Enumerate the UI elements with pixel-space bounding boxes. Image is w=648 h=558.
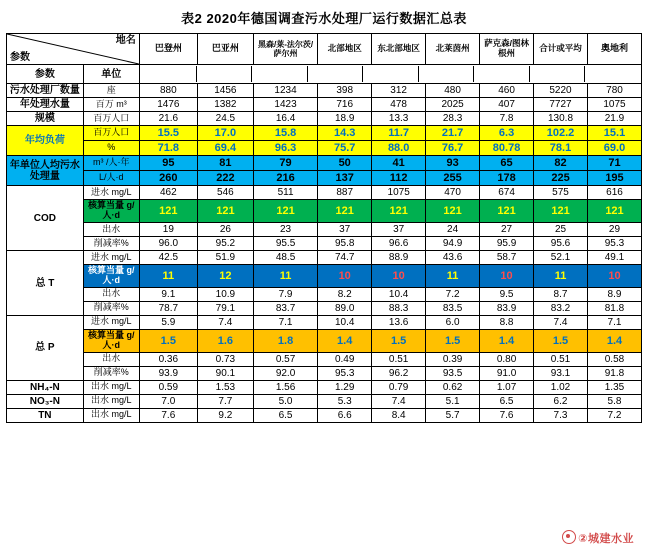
cell: 7.2 [587, 408, 641, 422]
table-row [7, 171, 642, 186]
row-unit-no3n: 出水 mg/L [83, 394, 139, 408]
cell: 6.6 [318, 408, 372, 422]
cell: 1075 [372, 186, 426, 200]
cell: 260 [139, 171, 197, 186]
cell: 74.7 [318, 251, 372, 265]
header-corner-bottom: 参数 [10, 52, 30, 63]
cell: 71 [587, 156, 641, 171]
header-corner-cell [7, 34, 140, 65]
cell: 222 [197, 171, 253, 186]
cell: 8.8 [480, 315, 534, 329]
cell: 6.5 [480, 394, 534, 408]
cell: 14.3 [318, 126, 372, 141]
cell: 43.6 [426, 251, 480, 265]
cell: 0.49 [318, 352, 372, 366]
cell: 6.2 [534, 394, 588, 408]
header-region-2: 黑森/莱-法尔茨/萨尔州 [253, 34, 317, 65]
cell: 93.9 [139, 366, 197, 380]
cell: 5.8 [587, 394, 641, 408]
cell: 21.6 [139, 112, 197, 126]
sub-label: 核算当量 g/人·d [83, 329, 139, 352]
cell: 7727 [534, 98, 588, 112]
header-region-1: 巴亚州 [197, 34, 253, 65]
cell: 10 [318, 265, 372, 288]
cell: 42.5 [139, 251, 197, 265]
cell: 28.3 [426, 112, 480, 126]
cell: 1.6 [197, 329, 253, 352]
cell: 1.5 [426, 329, 480, 352]
cell: 0.59 [139, 380, 197, 394]
table-row [7, 408, 642, 422]
row-label-annual-load: 年均负荷 [7, 126, 84, 156]
cell: 121 [587, 200, 641, 223]
cell: 130.8 [534, 112, 588, 126]
cell: 91.0 [480, 366, 534, 380]
circle-dot-icon [562, 530, 576, 544]
cell: 1.07 [480, 380, 534, 394]
cell: 11.7 [372, 126, 426, 141]
cell: 78.7 [139, 301, 197, 315]
cell: 112 [372, 171, 426, 186]
cell: 75.7 [318, 141, 372, 156]
sub-label: 进水 mg/L [83, 251, 139, 265]
row-label-scale: 规模 [7, 112, 84, 126]
cell: 1.35 [587, 380, 641, 394]
cell: 0.36 [139, 352, 197, 366]
row-unit-tn: 出水 mg/L [83, 408, 139, 422]
table-row [7, 200, 642, 223]
cell: 478 [372, 98, 426, 112]
cell: 0.73 [197, 352, 253, 366]
sub-label: 削减率% [83, 301, 139, 315]
cell: 0.80 [480, 352, 534, 366]
cell: 11 [253, 265, 317, 288]
cell: 78.1 [534, 141, 588, 156]
cell: 0.62 [426, 380, 480, 394]
cell: 0.58 [587, 352, 641, 366]
sub-label: 核算当量 g/人·d [83, 200, 139, 223]
cell: 12 [197, 265, 253, 288]
cell: 80.78 [480, 141, 534, 156]
cell: 1382 [197, 98, 253, 112]
sub-label: 进水 mg/L [83, 186, 139, 200]
row-label-per-capita: 年单位人均污水处理量 [7, 156, 84, 186]
cell: 7.4 [372, 394, 426, 408]
cell: 1.29 [318, 380, 372, 394]
cell: 49.1 [587, 251, 641, 265]
cell: 575 [534, 186, 588, 200]
cell: 1476 [139, 98, 197, 112]
row-unit-annual-load-pct: % [83, 141, 139, 156]
cell: 27 [480, 223, 534, 237]
sub-label: 出水 [83, 287, 139, 301]
cell: 0.51 [372, 352, 426, 366]
cell: 1234 [253, 84, 317, 98]
cell: 88.0 [372, 141, 426, 156]
cell: 83.7 [253, 301, 317, 315]
cell: 11 [139, 265, 197, 288]
header-region-0: 巴登州 [139, 34, 197, 65]
header-corner-top: 地名 [115, 35, 136, 46]
cell: 5.9 [139, 315, 197, 329]
watermark-text: ②城建水业 [578, 533, 634, 545]
table-row [7, 329, 642, 352]
row-label-no3n: NO₃-N [7, 394, 84, 408]
cell: 137 [318, 171, 372, 186]
cell: 95.3 [318, 366, 372, 380]
cell: 94.9 [426, 237, 480, 251]
cell: 13.3 [372, 112, 426, 126]
cell: 6.3 [480, 126, 534, 141]
cell: 460 [480, 84, 534, 98]
header-unit-label: 单位 [83, 65, 139, 84]
table-row [7, 98, 642, 112]
cell: 6.0 [426, 315, 480, 329]
cell: 7.8 [480, 112, 534, 126]
cell: 93.1 [534, 366, 588, 380]
cell: 37 [372, 223, 426, 237]
table-row [7, 141, 642, 156]
header-region-8: 奥地利 [587, 34, 641, 65]
cell: 7.2 [426, 287, 480, 301]
cell: 5.7 [426, 408, 480, 422]
table-header-row [7, 34, 642, 65]
header-region-4: 东北部地区 [372, 34, 426, 65]
cell: 780 [587, 84, 641, 98]
sub-label: 进水 mg/L [83, 315, 139, 329]
row-unit-plants: 座 [83, 84, 139, 98]
cell: 7.1 [253, 315, 317, 329]
cell: 96.0 [139, 237, 197, 251]
cell: 407 [480, 98, 534, 112]
cell: 8.9 [587, 287, 641, 301]
cell: 1.4 [587, 329, 641, 352]
row-label-tn: TN [7, 408, 84, 422]
header-spacer [139, 65, 641, 84]
table-row [7, 237, 642, 251]
cell: 1.4 [480, 329, 534, 352]
cell: 5220 [534, 84, 588, 98]
cell: 1.4 [318, 329, 372, 352]
cell: 121 [480, 200, 534, 223]
cell: 41 [372, 156, 426, 171]
table-row [7, 223, 642, 237]
sub-label: 出水 [83, 223, 139, 237]
cell: 1423 [253, 98, 317, 112]
cell: 5.3 [318, 394, 372, 408]
group-label-total-n: 总 T [7, 251, 84, 316]
group-label-total-p: 总 P [7, 315, 84, 380]
cell: 95.3 [587, 237, 641, 251]
cell: 95.8 [318, 237, 372, 251]
sub-label: 削减率% [83, 237, 139, 251]
cell: 29 [587, 223, 641, 237]
cell: 1075 [587, 98, 641, 112]
group-label-cod: COD [7, 186, 84, 251]
cell: 18.9 [318, 112, 372, 126]
cell: 7.3 [534, 408, 588, 422]
cell: 716 [318, 98, 372, 112]
cell: 92.0 [253, 366, 317, 380]
cell: 121 [534, 200, 588, 223]
cell: 37 [318, 223, 372, 237]
cell: 10.4 [372, 287, 426, 301]
cell: 1.8 [253, 329, 317, 352]
sub-label: 出水 [83, 352, 139, 366]
sub-label: 核算当量 g/人·d [83, 265, 139, 288]
row-label-annual-volume: 年处理水量 [7, 98, 84, 112]
cell: 2025 [426, 98, 480, 112]
cell: 7.4 [534, 315, 588, 329]
table-row [7, 380, 642, 394]
cell: 178 [480, 171, 534, 186]
cell: 7.6 [480, 408, 534, 422]
cell: 10 [480, 265, 534, 288]
cell: 10.4 [318, 315, 372, 329]
cell: 21.9 [587, 112, 641, 126]
cell: 83.5 [426, 301, 480, 315]
table-row [7, 315, 642, 329]
cell: 15.8 [253, 126, 317, 141]
table-row [7, 366, 642, 380]
data-table [6, 33, 642, 423]
cell: 9.5 [480, 287, 534, 301]
cell: 0.51 [534, 352, 588, 366]
cell: 5.0 [253, 394, 317, 408]
cell: 82 [534, 156, 588, 171]
table-row [7, 84, 642, 98]
cell: 76.7 [426, 141, 480, 156]
cell: 5.1 [426, 394, 480, 408]
cell: 16.4 [253, 112, 317, 126]
cell: 93.5 [426, 366, 480, 380]
page-title: 表2 2020年德国调查污水处理厂运行数据汇总表 [181, 11, 467, 26]
cell: 616 [587, 186, 641, 200]
header-region-3: 北部地区 [318, 34, 372, 65]
header-region-7: 合计或平均 [534, 34, 588, 65]
cell: 71.8 [139, 141, 197, 156]
table-row [7, 112, 642, 126]
sub-label: 削减率% [83, 366, 139, 380]
cell: 9.2 [197, 408, 253, 422]
row-label-nh4n: NH₄-N [7, 380, 84, 394]
table-row [7, 352, 642, 366]
table-row [7, 301, 642, 315]
cell: 15.5 [139, 126, 197, 141]
cell: 23 [253, 223, 317, 237]
cell: 1.5 [139, 329, 197, 352]
cell: 398 [318, 84, 372, 98]
cell: 88.3 [372, 301, 426, 315]
cell: 880 [139, 84, 197, 98]
cell: 13.6 [372, 315, 426, 329]
table-row [7, 156, 642, 171]
cell: 121 [426, 200, 480, 223]
cell: 8.4 [372, 408, 426, 422]
cell: 24.5 [197, 112, 253, 126]
cell: 48.5 [253, 251, 317, 265]
cell: 1.5 [534, 329, 588, 352]
cell: 95.2 [197, 237, 253, 251]
cell: 95.6 [534, 237, 588, 251]
cell: 7.0 [139, 394, 197, 408]
row-unit-per-capita-day: L/人·d [83, 171, 139, 186]
cell: 11 [426, 265, 480, 288]
cell: 480 [426, 84, 480, 98]
row-unit-per-capita: m³ /人·年 [83, 156, 139, 171]
cell: 83.9 [480, 301, 534, 315]
cell: 8.2 [318, 287, 372, 301]
cell: 1.02 [534, 380, 588, 394]
cell: 19 [139, 223, 197, 237]
cell: 121 [318, 200, 372, 223]
cell: 121 [253, 200, 317, 223]
cell: 1456 [197, 84, 253, 98]
cell: 96.2 [372, 366, 426, 380]
cell: 88.9 [372, 251, 426, 265]
row-unit-nh4n: 出水 mg/L [83, 380, 139, 394]
cell: 79 [253, 156, 317, 171]
header-region-5: 北莱茵州 [426, 34, 480, 65]
cell: 121 [372, 200, 426, 223]
table-row [7, 126, 642, 141]
cell: 7.7 [197, 394, 253, 408]
cell: 51.9 [197, 251, 253, 265]
cell: 8.7 [534, 287, 588, 301]
cell: 0.39 [426, 352, 480, 366]
cell: 121 [139, 200, 197, 223]
cell: 11 [534, 265, 588, 288]
cell: 216 [253, 171, 317, 186]
cell: 225 [534, 171, 588, 186]
cell: 52.1 [534, 251, 588, 265]
cell: 10.9 [197, 287, 253, 301]
cell: 81 [197, 156, 253, 171]
cell: 7.6 [139, 408, 197, 422]
cell: 17.0 [197, 126, 253, 141]
cell: 6.5 [253, 408, 317, 422]
cell: 9.1 [139, 287, 197, 301]
table-row [7, 251, 642, 265]
cell: 95.9 [480, 237, 534, 251]
cell: 0.57 [253, 352, 317, 366]
table-subheader-row [7, 65, 642, 84]
table-row [7, 186, 642, 200]
cell: 255 [426, 171, 480, 186]
cell: 50 [318, 156, 372, 171]
cell: 462 [139, 186, 197, 200]
cell: 1.56 [253, 380, 317, 394]
row-label-plants: 污水处理厂数量 [7, 84, 84, 98]
table-row [7, 394, 642, 408]
cell: 69.0 [587, 141, 641, 156]
cell: 10 [587, 265, 641, 288]
cell: 25 [534, 223, 588, 237]
cell: 0.79 [372, 380, 426, 394]
cell: 195 [587, 171, 641, 186]
cell: 91.8 [587, 366, 641, 380]
cell: 102.2 [534, 126, 588, 141]
cell: 65 [480, 156, 534, 171]
header-region-6: 萨克森/图林根州 [480, 34, 534, 65]
cell: 96.6 [372, 237, 426, 251]
cell: 470 [426, 186, 480, 200]
cell: 24 [426, 223, 480, 237]
row-unit-annual-volume: 百万 m³ [83, 98, 139, 112]
cell: 69.4 [197, 141, 253, 156]
watermark [562, 528, 634, 546]
cell: 1.53 [197, 380, 253, 394]
cell: 15.1 [587, 126, 641, 141]
table-row [7, 287, 642, 301]
row-unit-annual-load: 百万人口 [83, 126, 139, 141]
cell: 81.8 [587, 301, 641, 315]
cell: 83.2 [534, 301, 588, 315]
cell: 1.5 [372, 329, 426, 352]
cell: 7.4 [197, 315, 253, 329]
cell: 312 [372, 84, 426, 98]
header-params-label: 参数 [7, 65, 84, 84]
cell: 21.7 [426, 126, 480, 141]
cell: 887 [318, 186, 372, 200]
cell: 674 [480, 186, 534, 200]
cell: 511 [253, 186, 317, 200]
cell: 93 [426, 156, 480, 171]
table-row [7, 265, 642, 288]
row-unit-scale: 百万人口 [83, 112, 139, 126]
cell: 89.0 [318, 301, 372, 315]
cell: 95 [139, 156, 197, 171]
cell: 7.1 [587, 315, 641, 329]
cell: 26 [197, 223, 253, 237]
cell: 95.5 [253, 237, 317, 251]
cell: 10 [372, 265, 426, 288]
cell: 7.9 [253, 287, 317, 301]
cell: 96.3 [253, 141, 317, 156]
cell: 58.7 [480, 251, 534, 265]
cell: 121 [197, 200, 253, 223]
cell: 79.1 [197, 301, 253, 315]
cell: 546 [197, 186, 253, 200]
cell: 90.1 [197, 366, 253, 380]
